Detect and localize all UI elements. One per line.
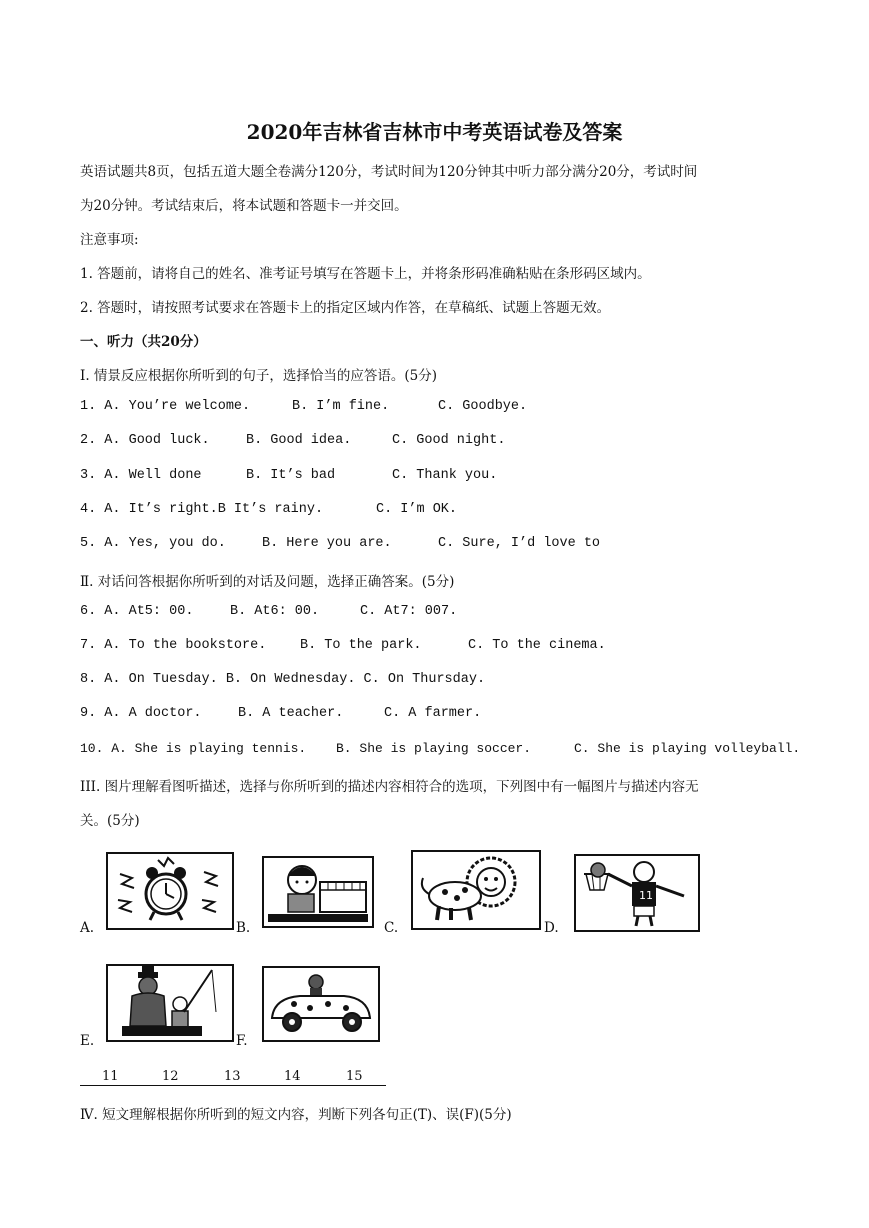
picture-label-f: F. bbox=[236, 1033, 248, 1049]
lion-icon bbox=[413, 852, 539, 928]
q5-option-a: 5. A. Yes, you do. bbox=[80, 536, 226, 551]
notes-heading: 注意事项: bbox=[80, 232, 139, 248]
q10-option-c: C. She is playing volleyball. bbox=[574, 741, 801, 756]
q6-option-c: C. At7: 007. bbox=[360, 604, 458, 619]
part3-heading-line1: III. 图片理解看图听描述，选择与你所听到的描述内容相符合的选项，下列图中有一幅图片与描述内容无 bbox=[80, 779, 699, 795]
q10-option-b: B. She is playing soccer. bbox=[336, 741, 532, 756]
part2-heading: Ⅱ. 对话问答根据你所听到的对话及问题，选择正确答案。(5分) bbox=[80, 574, 455, 590]
q2-option-b: B. Good idea. bbox=[246, 433, 352, 448]
q4-option-ab: 4. A. It’s right.B It’s rainy. bbox=[80, 502, 324, 517]
car-icon bbox=[264, 968, 378, 1040]
q1-option-c: C. Goodbye. bbox=[438, 399, 528, 414]
q4-option-c: C. I’m OK. bbox=[376, 502, 458, 517]
picture-car bbox=[262, 966, 380, 1042]
q7-option-a: 7. A. To the bookstore. bbox=[80, 638, 267, 653]
answer-number-12: 12 bbox=[162, 1069, 179, 1084]
q9-option-a: 9. A. A doctor. bbox=[80, 706, 202, 721]
section-heading-listening: 一、听力（共20分） bbox=[80, 334, 207, 350]
answer-number-15: 15 bbox=[346, 1069, 363, 1084]
answer-number-13: 13 bbox=[224, 1069, 241, 1084]
alarm-clock-icon bbox=[108, 854, 232, 928]
fishing-icon bbox=[108, 966, 232, 1040]
answer-number-14: 14 bbox=[284, 1069, 301, 1084]
intro-line-1: 英语试题共8页，包括五道大题全卷满分120分，考试时间为120分钟其中听力部分满分20分，考试时间 bbox=[80, 164, 698, 180]
part3-heading-line2: 关。(5分) bbox=[80, 813, 140, 829]
q7-option-b: B. To the park. bbox=[300, 638, 422, 653]
q1-option-a: 1. A. You’re welcome. bbox=[80, 399, 251, 414]
q3-option-a: 3. A. Well done bbox=[80, 468, 202, 483]
q8-options: 8. A. On Tuesday. B. On Wednesday. C. On Thursday. bbox=[80, 672, 486, 687]
piano-boy-icon bbox=[264, 858, 372, 926]
q1-option-b: B. I’m fine. bbox=[292, 399, 390, 414]
picture-label-c: C. bbox=[384, 920, 399, 936]
intro-line-2: 为20分钟。考试结束后，将本试题和答题卡一并交回。 bbox=[80, 198, 408, 214]
q10-option-a: 10. A. She is playing tennis. bbox=[80, 741, 307, 756]
part1-heading: Ⅰ. 情景反应根据你所听到的句子，选择恰当的应答语。(5分) bbox=[80, 368, 438, 384]
picture-basketball-player bbox=[574, 854, 700, 932]
q3-option-b: B. It’s bad bbox=[246, 468, 336, 483]
picture-label-a: A. bbox=[80, 920, 95, 936]
picture-fishing bbox=[106, 964, 234, 1042]
basketball-icon bbox=[576, 856, 698, 930]
picture-alarm-clock bbox=[106, 852, 234, 930]
part4-heading: Ⅳ. 短文理解根据你所听到的短文内容，判断下列各句正(T)、误(F)(5分) bbox=[80, 1107, 512, 1123]
q6-option-a: 6. A. At5: 00. bbox=[80, 604, 194, 619]
q9-option-b: B. A teacher. bbox=[238, 706, 344, 721]
q5-option-b: B. Here you are. bbox=[262, 536, 392, 551]
q2-option-c: C. Good night. bbox=[392, 433, 506, 448]
picture-piano-player bbox=[262, 856, 374, 928]
q5-option-c: C. Sure, I’d love to bbox=[438, 536, 601, 551]
page-title: 2020年吉林省吉林市中考英语试卷及答案 bbox=[246, 120, 623, 144]
picture-label-e: E. bbox=[80, 1033, 95, 1049]
q9-option-c: C. A farmer. bbox=[384, 706, 482, 721]
picture-lion bbox=[411, 850, 541, 930]
note-item-1: 1. 答题前，请将自己的姓名、准考证号填写在答题卡上，并将条形码准确粘贴在条形码区域内。 bbox=[80, 266, 651, 282]
q7-option-c: C. To the cinema. bbox=[468, 638, 606, 653]
answer-number-row bbox=[80, 1069, 386, 1086]
picture-label-b: B. bbox=[236, 920, 251, 936]
note-item-2: 2. 答题时，请按照考试要求在答题卡上的指定区域内作答，在草稿纸、试题上答题无效。 bbox=[80, 300, 611, 316]
q6-option-b: B. At6: 00. bbox=[230, 604, 320, 619]
svg-text:11: 11 bbox=[639, 889, 653, 902]
answer-number-11: 11 bbox=[102, 1069, 119, 1084]
picture-label-d: D. bbox=[544, 920, 559, 936]
q3-option-c: C. Thank you. bbox=[392, 468, 498, 483]
q2-option-a: 2. A. Good luck. bbox=[80, 433, 210, 448]
